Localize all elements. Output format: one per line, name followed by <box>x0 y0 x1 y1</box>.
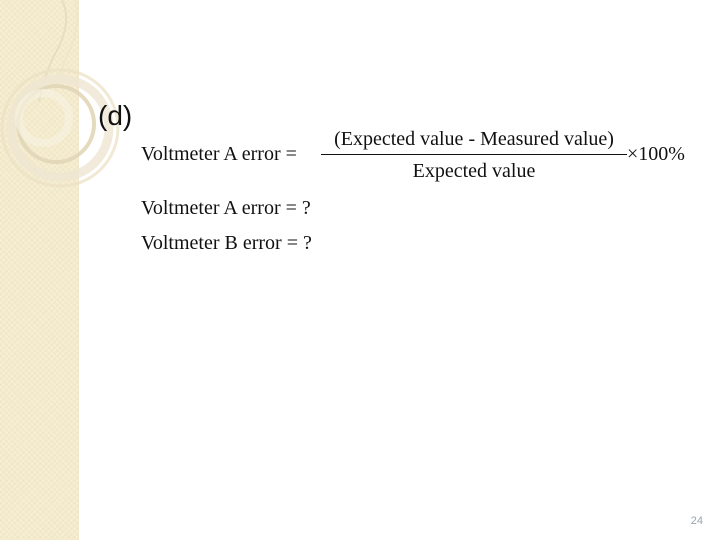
voltmeter-b-question: Voltmeter B error = ? <box>141 232 312 254</box>
formula-lhs: Voltmeter A error = <box>141 143 297 165</box>
page-number: 24 <box>690 515 703 527</box>
fraction-denominator: Expected value <box>412 160 536 182</box>
decorative-side-band <box>0 0 79 540</box>
error-formula <box>141 127 701 185</box>
fraction-numerator: (Expected value - Measured value) <box>334 128 614 150</box>
formula-fraction <box>321 127 627 185</box>
part-label: (d) <box>98 100 133 131</box>
fraction-bar <box>321 154 627 155</box>
voltmeter-a-question: Voltmeter A error = ? <box>141 197 311 219</box>
formula-rhs: ×100% <box>627 143 685 165</box>
